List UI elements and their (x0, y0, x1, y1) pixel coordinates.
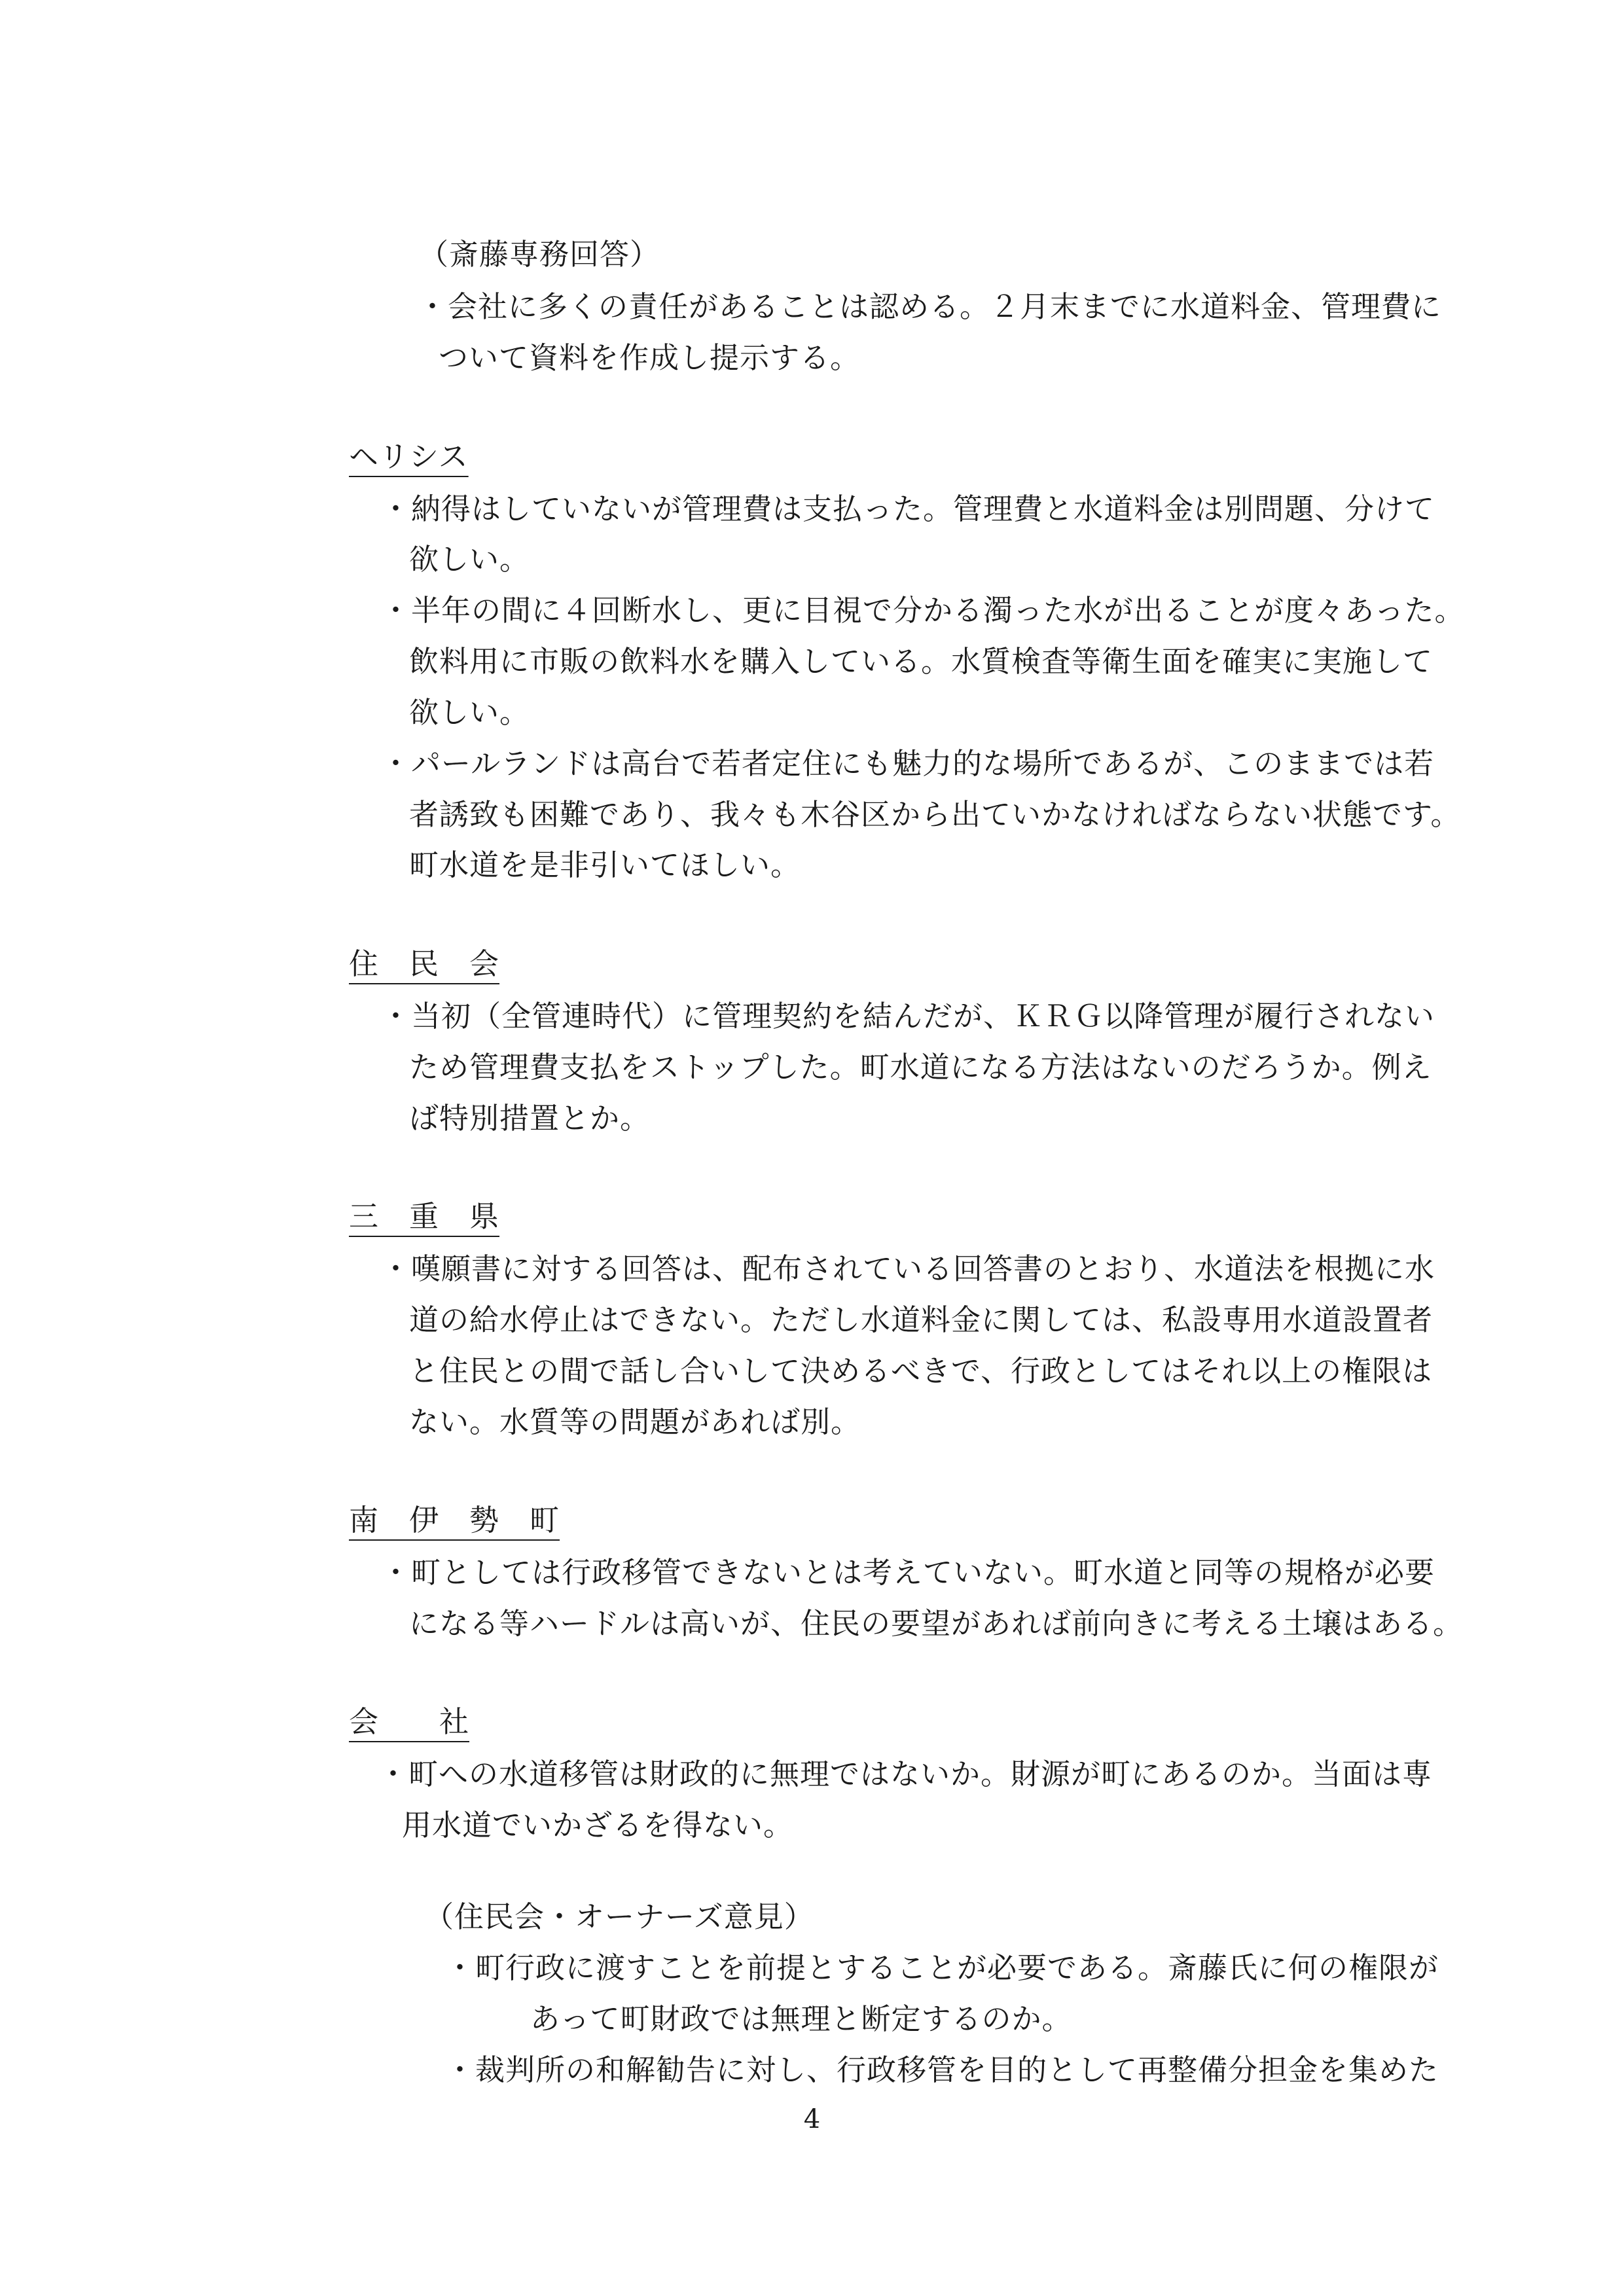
list-item-line: ・町としては行政移管できないとは考えていない。町水道と同等の規格が必要 (381, 1555, 1435, 1590)
section-heading-kaisha: 会 社 (349, 1704, 470, 1739)
list-item-line: 用水道でいかざるを得ない。 (402, 1808, 794, 1842)
list-item-line: ・パールランドは高台で若者定住にも魅力的な場所であるが、このままでは若 (381, 746, 1435, 781)
section-heading-jumin-kai: 住 民 会 (349, 946, 500, 981)
list-item-line: ついて資料を作成し提示する。 (439, 340, 861, 375)
list-item-line: ・納得はしていないが管理費は支払った。管理費と水道料金は別問題、分けて (381, 492, 1435, 526)
list-item-line: ば特別措置とか。 (409, 1101, 651, 1136)
list-item-line: ・当初（全管連時代）に管理契約を結んだが、ＫＲＧ以降管理が履行されない (381, 999, 1435, 1033)
list-item-line: ・半年の間に４回断水し、更に目視で分かる濁った水が出ることが度々あった。 (381, 593, 1465, 628)
section-heading-mie-ken: 三 重 県 (349, 1199, 500, 1234)
section-heading-saito-reply: （斎藤専務回答） (419, 237, 660, 272)
section-heading-owners-opinion: （住民会・オーナーズ意見） (424, 1899, 814, 1934)
page-number: 4 (803, 2104, 821, 2134)
list-item-line: 道の給水停止はできない。ただし水道料金に関しては、私設専用水道設置者 (409, 1302, 1434, 1337)
list-item-line: になる等ハードルは高いが、住民の要望があれば前向きに考える土壌はある。 (409, 1606, 1464, 1641)
list-item-line: 欲しい。 (409, 542, 530, 577)
section-heading-minami-ise: 南 伊 勢 町 (349, 1503, 560, 1537)
list-item-line: と住民との間で話し合いして決めるべきで、行政としてはそれ以上の権限は (409, 1354, 1433, 1388)
list-item-line: 者誘致も困難であり、我々も木谷区から出ていかなければならない状態です。 (409, 797, 1461, 832)
list-item-line: ・嘆願書に対する回答は、配布されている回答書のとおり、水道法を根拠に水 (381, 1251, 1435, 1286)
list-item-line: ・町行政に渡すことを前提とすることが必要である。斎藤氏に何の権限が (445, 1950, 1439, 1985)
section-heading-herisisu: ヘリシス (349, 439, 469, 474)
list-item-line: 欲しい。 (409, 695, 530, 730)
list-item-line: ・町への水道移管は財政的に無理ではないか。財源が町にあるのか。当面は専 (378, 1757, 1433, 1791)
list-item-line: ・裁判所の和解勧告に対し、行政移管を目的として再整備分担金を集めた (445, 2053, 1439, 2087)
list-item-line: ・会社に多くの責任があることは認める。２月末までに水道料金、管理費に (418, 289, 1442, 324)
list-item-line: ため管理費支払をストップした。町水道になる方法はないのだろうか。例え (409, 1050, 1432, 1085)
list-item-line: 町水道を是非引いてほしい。 (409, 848, 801, 882)
list-item-line: ない。水質等の問題があれば別。 (409, 1405, 861, 1439)
list-item-line: 飲料用に市販の飲料水を購入している。水質検査等衛生面を確実に実施して (409, 644, 1434, 679)
list-item-line: あって町財政では無理と断定するのか。 (530, 2001, 1072, 2036)
